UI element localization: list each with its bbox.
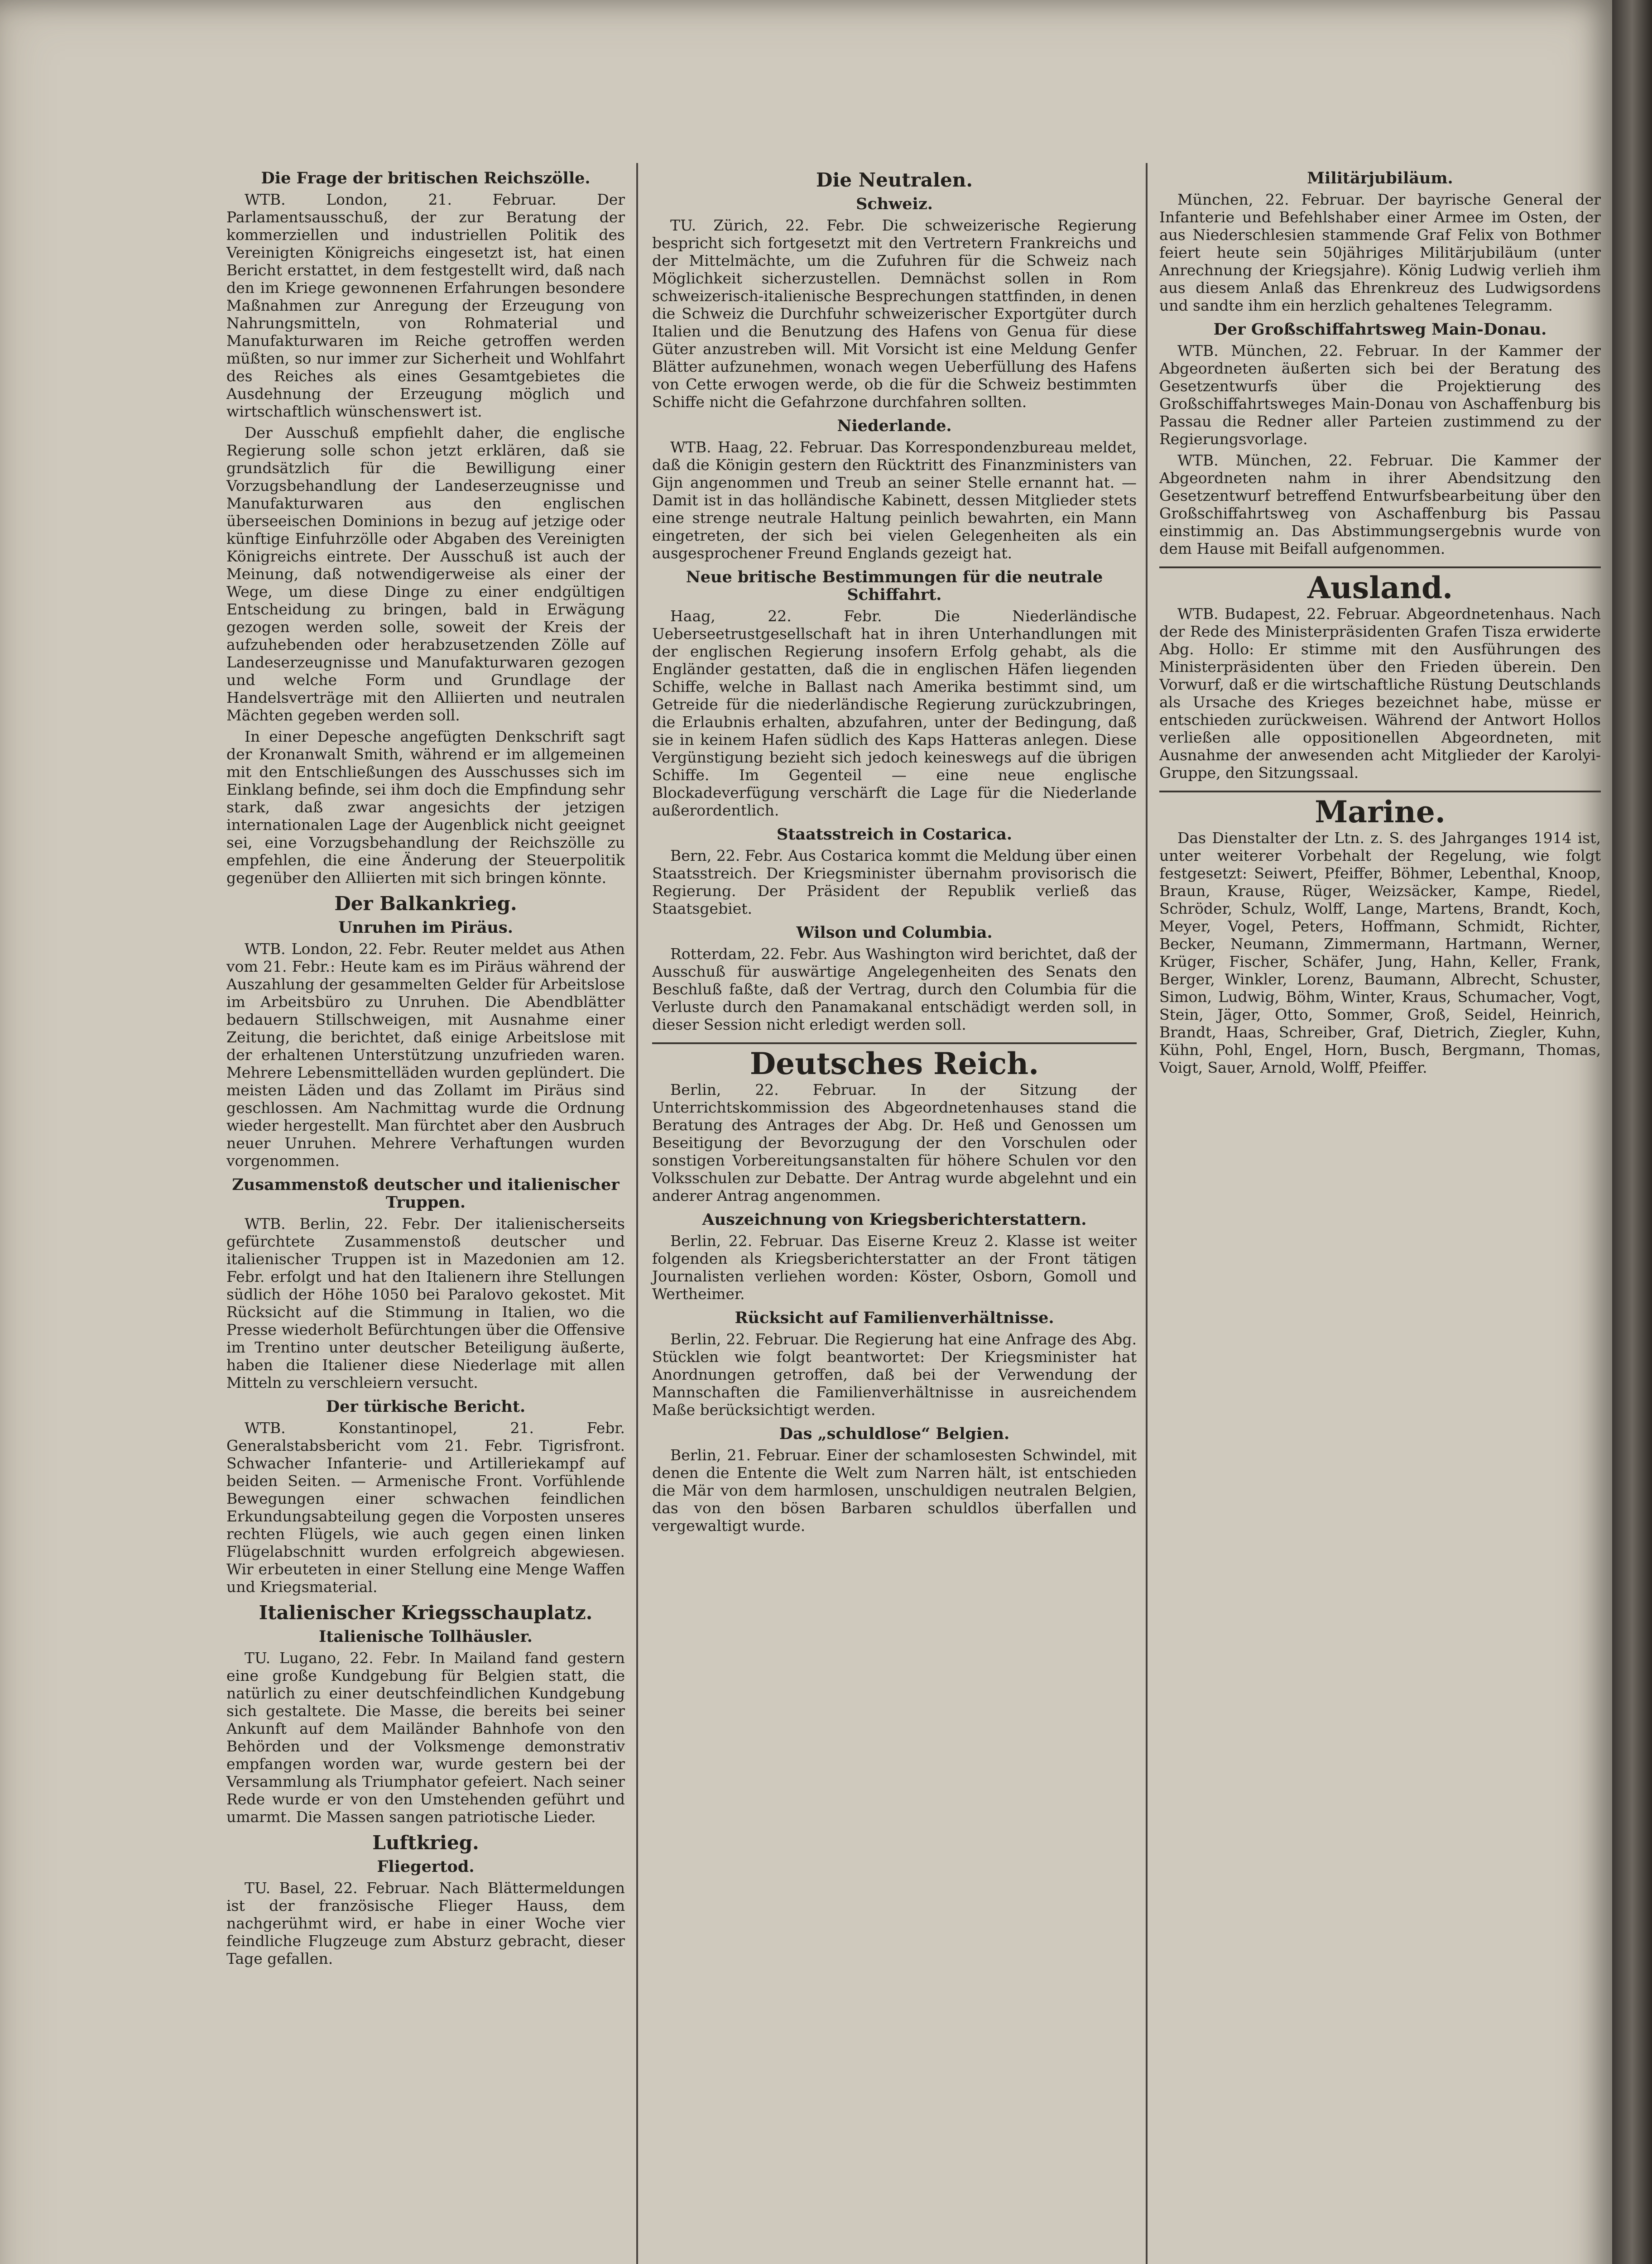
section-subtitle: Niederlande. xyxy=(837,417,952,435)
middle-column xyxy=(652,163,1137,1538)
section-title: Die Frage der britischen Reichszölle. xyxy=(261,169,591,187)
section-subtitle: Zusammenstoß deutscher und italienischer Truppen. xyxy=(232,1175,620,1212)
section-subtitle: Der Großschiffahrtsweg Main-Donau. xyxy=(1213,320,1547,339)
article-text: WTB. Haag, 22. Februar. Das Korrespondenzbureau meldet, daß die Königin gestern den Rücktritt des Finanzministers van Gijn angenommen und Treub an seiner Stelle ernannt hat. — Damit ist in das holländische Kabinett, dessen Mitglieder stets eine strenge neutrale Haltung peinlich bewahrten, ein Mann eingetreten, der sich bei vielen Gelegenheiten als ein ausgesprochener Freund Englands gezeigt hat. xyxy=(652,438,1137,562)
article-text: TU. Zürich, 22. Febr. Die schweizerische Regierung bespricht sich fortgesetzt mit den Vertretern Frankreichs und der Mittelmächte, um die Zufuhren für die Schweiz nach Möglichkeit sicherzustellen. Demnächst sollen in Rom schweizerisch-italienische Besprechungen stattfinden, in denen die Schweiz die Durchfuhr schweizerischer Exportgüter durch Italien und die Benutzung des Hafens von Genua für diese Güter anzustreben will. Mit Vorsicht ist eine Meldung Genfer Blätter aufzunehmen, wonach wegen Ueberfüllung des Hafens von Cette erwogen werde, ob die für die Schweiz bestimmten Schiffe nicht die Gefahrzone durchfahren sollten. xyxy=(652,216,1137,411)
section-title: Militärjubiläum. xyxy=(1307,169,1453,187)
article-text: München, 22. Februar. Der bayrische General der Infanterie und Befehlshaber einer Armee im Osten, der aus Niederschlesien stammende Graf Felix von Bothmer feiert heute sein 50jähriges Militärjubiläum (unter Anrechnung der Kriegsjahre). König Ludwig verlieh ihm aus diesem Anlaß das Ehrenkreuz des Ludwigsordens und sandte ihm ein herzlich gehaltenes Telegramm. xyxy=(1159,191,1601,314)
article-text: Berlin, 21. Februar. Einer der schamlosesten Schwindel, mit denen die Entente die Welt zum Narren hält, ist entschieden die Mär von dem harmlosen, unschuldigen neutralen Belgien, das von den bösen Barbaren schuldlos überfallen und vergewaltigt wurde. xyxy=(652,1446,1137,1535)
section-title: Luftkrieg. xyxy=(372,1832,479,1854)
column-rule xyxy=(636,163,638,2264)
article-text: In einer Depesche angefügten Denkschrift sagt der Kronanwalt Smith, während er im allgemeinen mit den Entschließungen des Ausschusses sich im Einklang befinde, sei ihm doch die Empfindung sehr stark, daß zwar angesichts der jetzigen internationalen Lage der Augenblick nicht geeignet sei, eine Vorzugsbehandlung der Reichszölle zu empfehlen, die eine Änderung der Steuerpolitik gegenüber den Alliierten mit sich bringen könnte. xyxy=(226,728,625,887)
section-title: Deutsches Reich. xyxy=(749,1046,1039,1081)
article-text: Berlin, 22. Februar. Das Eiserne Kreuz 2. Klasse ist weiter folgenden als Kriegsberichterstatter an der Front tätigen Journalisten verliehen worden: Köster, Osborn, Gomoll und Wertheimer. xyxy=(652,1232,1137,1303)
article-text: WTB. London, 21. Februar. Der Parlamentsausschuß, der zur Beratung der kommerziellen und industriellen Politik des Vereinigten Königreichs eingesetzt ist, hat einen Bericht erstattet, in dem festgestellt wird, daß nach den im Kriege gewonnenen Erfahrungen besondere Maßnahmen zur Anregung der Erzeugung von Nahrungsmitteln, von Rohmaterial und Manufakturwaren im Reiche getroffen werden müßten, so nur immer zur Sicherheit und Wohlfahrt des Reiches als eines Gesamtgebietes die Ausdehnung der Erzeugung möglich und wirtschaftlich wünschenswert ist. xyxy=(226,191,625,420)
article-text: WTB. Berlin, 22. Febr. Der italienischerseits gefürchtete Zusammenstoß deutscher und italienischer Truppen ist in Mazedonien am 12. Febr. erfolgt und hat den Italienern ihre Stellungen südlich der Höhe 1050 bei Paralovo gekostet. Mit Rücksicht auf die Stimmung in Italien, wo die Presse wiederholt Befürchtungen über die Offensive im Trentino unter deutscher Beteiligung äußerte, haben die Italiener diese Niederlage mit allen Mitteln zu verschleiern versucht. xyxy=(226,1215,625,1391)
section-subtitle: Unruhen im Piräus. xyxy=(338,918,513,937)
section-title: Marine. xyxy=(1315,794,1446,830)
column-rule xyxy=(1146,163,1148,2264)
divider xyxy=(1159,566,1601,568)
section-title: Italienischer Kriegsschauplatz. xyxy=(259,1602,593,1624)
section-subtitle: Das „schuldlose“ Belgien. xyxy=(779,1425,1010,1443)
right-column xyxy=(1159,163,1601,1080)
article-text: WTB. London, 22. Febr. Reuter meldet aus Athen vom 21. Febr.: Heute kam es im Piräus während der Auszahlung der gesammelten Gelder für Arbeitslose im Arbeitsbüro zu Unruhen. Die Abendblätter bedauern Stillschweigen, mit Ausnahme einer Zeitung, die berichtet, daß einige Arbeitslose mit der erhaltenen Unterstützung unzufrieden waren. Mehrere Lebensmittelläden wurden geplündert. Die meisten Läden und das Zollamt im Piräus sind geschlossen. Am Nachmittag wurde die Ordnung wieder hergestellt. Man fürchtet aber den Ausbruch neuer Unruhen. Mehrere Verhaftungen wurden vorgenommen. xyxy=(226,940,625,1170)
section-subtitle: Rücksicht auf Familienverhältnisse. xyxy=(735,1309,1054,1327)
article-text: WTB. München, 22. Februar. Die Kammer der Abgeordneten nahm in ihrer Abendsitzung den Gesetzentwurf betreffend Entwurfsbearbeitung über den Großschiffahrtsweg von Aschaffenburg bis Passau einstimmig an. Das Abstimmungsergebnis wurde von dem Hause mit Beifall aufgenommen. xyxy=(1159,451,1601,557)
section-subtitle: Italienische Tollhäusler. xyxy=(319,1627,533,1646)
article-text: Berlin, 22. Februar. In der Sitzung der Unterrichtskommission des Abgeordnetenhauses stand die Beratung des Antrages der Abg. Dr. Heß und Genossen um Beseitigung der Bevorzugung der den Vorschulen oder sonstigen Vorbereitungsanstalten für höhere Schulen vor den Volksschulen zur Debatte. Der Antrag wurde abgelehnt und ein anderer Antrag angenommen. xyxy=(652,1081,1137,1204)
article-text: WTB. Budapest, 22. Februar. Abgeordnetenhaus. Nach der Rede des Ministerpräsidenten Grafen Tisza erwiderte Abg. Hollo: Er stimme mit den Ausführungen des Ministerpräsidenten über den Frieden überein. Den Vorwurf, daß er die wirtschaftliche Rüstung Deutschlands als Ursache des Krieges bezeichnet habe, müsse er entschieden zurückweisen. Während der Antwort Hollos verließen alle oppositionellen Abgeordneten, mit Ausnahme der anwesenden acht Mitglieder der Karolyi-Gruppe, den Sitzungssaal. xyxy=(1159,605,1601,782)
section-title: Die Neutralen. xyxy=(816,169,973,191)
section-subtitle: Auszeichnung von Kriegsberichterstattern. xyxy=(702,1210,1087,1229)
divider xyxy=(1159,791,1601,792)
article-text: Der Ausschuß empfiehlt daher, die englische Regierung solle schon jetzt erklären, daß sie grundsätzlich für die Bewilligung einer Vorzugsbehandlung der Landeserzeugnisse und Manufakturwaren aus den englischen überseeischen Dominions in bezug auf jetzige oder künftige Einfuhrzölle oder Abgaben des Vereinigten Königreichs eintrete. Der Ausschuß ist auch der Meinung, daß notwendigerweise als einer der Wege, um diese Dinge zu einer endgültigen Entscheidung zu bringen, bald in Erwägung gezogen werden solle, soweit der Kreis der aufzuhebenden oder herabzusetzenden Zölle auf Landeserzeugnisse und Manufakturwaren gezogen und welche Form und Grundlage der Handelsverträge mit den Alliierten und neutralen Mächten gegeben werden soll. xyxy=(226,424,625,724)
article-text: Das Dienstalter der Ltn. z. S. des Jahrganges 1914 ist, unter weiterer Vorbehalt der Regelung, wie folgt festgesetzt: Seiwert, Pfeiffer, Böhmer, Lebenthal, Knoop, Braun, Krause, Rüger, Weizsäcker, Kampe, Riedel, Schröder, Schulz, Wolff, Lange, Martens, Brandt, Koch, Meyer, Vogel, Peters, Hoffmann, Schmidt, Richter, Becker, Neumann, Zimmermann, Hartmann, Werner, Krüger, Fischer, Schäfer, Jung, Hahn, Keller, Frank, Berger, Winkler, Lorenz, Baumann, Albrecht, Schuster, Simon, Ludwig, Böhm, Winter, Kraus, Schumacher, Vogt, Stein, Jäger, Otto, Sommer, Groß, Seidel, Heinrich, Brandt, Haas, Schreiber, Graf, Dietrich, Ziegler, Kuhn, Kühn, Pohl, Engel, Horn, Busch, Bergmann, Thomas, Voigt, Sauer, Arnold, Wolff, Pfeiffer. xyxy=(1159,829,1601,1076)
divider xyxy=(652,1042,1137,1044)
section-title: Der Balkankrieg. xyxy=(334,892,517,915)
page-edge xyxy=(1612,0,1652,2264)
section-subtitle: Staatsstreich in Costarica. xyxy=(776,825,1013,844)
article-text: WTB. Konstantinopel, 21. Febr. Generalstabsbericht vom 21. Febr. Tigrisfront. Schwacher Infanterie- und Artilleriekampf auf beiden Seiten. — Armenische Front. Vorfühlende Bewegungen einer schwachen feindlichen Erkundungsabteilung gegen die Vorposten unseres rechten Flügels, wie auch gegen einen linken Flügelabschnitt wurden erfolgreich abgewiesen. Wir erbeuteten in einer Stellung eine Menge Waffen und Kriegsmaterial. xyxy=(226,1419,625,1596)
section-subtitle: Wilson und Columbia. xyxy=(796,923,993,942)
section-subtitle: Schweiz. xyxy=(856,195,933,213)
article-text: TU. Lugano, 22. Febr. In Mailand fand gestern eine große Kundgebung für Belgien statt, die natürlich zu einer deutschfeindlichen Kundgebung sich gestaltete. Die Masse, die bereits bei seiner Ankunft auf dem Mailänder Bahnhofe von den Behörden und der Volksmenge demonstrativ empfangen worden war, wurde gestern bei der Versammlung als Triumphator gefeiert. Nach seiner Rede wurde er von den Umstehenden geführt und umarmt. Die Massen sangen patriotische Lieder. xyxy=(226,1649,625,1826)
section-subtitle: Neue britische Bestimmungen für die neutrale Schiffahrt. xyxy=(686,568,1103,604)
section-subtitle: Fliegertod. xyxy=(377,1857,475,1876)
article-text: Rotterdam, 22. Febr. Aus Washington wird berichtet, daß der Ausschuß für auswärtige Angelegenheiten des Senats den Beschluß faßte, daß der Vertrag, durch den Columbia für die Verluste durch den Panamakanal entschädigt werden soll, in dieser Session nicht erledigt werden soll. xyxy=(652,945,1137,1033)
article-text: Bern, 22. Febr. Aus Costarica kommt die Meldung über einen Staatsstreich. Der Kriegsminister übernahm provisorisch die Regierung. Der Präsident der Republik verließ das Staatsgebiet. xyxy=(652,847,1137,917)
article-text: TU. Basel, 22. Februar. Nach Blättermeldungen ist der französische Flieger Hauss, dem nachgerühmt wird, er habe in einer Woche vier feindliche Flugzeuge zum Absturz gebracht, dieser Tage gefallen. xyxy=(226,1879,625,1967)
section-subtitle: Der türkische Bericht. xyxy=(326,1397,526,1416)
article-text: WTB. München, 22. Februar. In der Kammer der Abgeordneten äußerten sich bei der Beratung des Gesetzentwurfs über die Projektierung des Großschiffahrtsweges Main-Donau von Aschaffenburg bis Passau die Redner aller Parteien zustimmend zu der Regierungsvorlage. xyxy=(1159,342,1601,448)
article-text: Haag, 22. Febr. Die Niederländische Ueberseetrustgesellschaft hat in ihren Unterhandlungen mit der englischen Regierung insofern Erfolg gehabt, als die Engländer gestatten, daß die in englischen Häfen liegenden Schiffe, welche in Ballast nach Amerika bestimmt sind, um Getreide für die niederländische Regierung zurückzubringen, die Erlaubnis erhalten, abzufahren, unter der Bedingung, daß sie in keinem Hafen südlich des Kaps Hatteras anlegen. Diese Vergünstigung bezieht sich jedoch keineswegs auf die übrigen Schiffe. Im Gegenteil — eine neue englische Blockadeverfügung verschärft die Lage für die Niederlande außerordentlich. xyxy=(652,607,1137,819)
article-text: Berlin, 22. Februar. Die Regierung hat eine Anfrage des Abg. Stücklen wie folgt beantwortet: Der Kriegsminister hat Anordnungen getroffen, daß bei der Verwendung der Mannschaften die Familienverhältnisse in ausreichendem Maße berücksichtigt werden. xyxy=(652,1330,1137,1419)
section-title: Ausland. xyxy=(1307,570,1453,605)
left-column xyxy=(226,163,625,1971)
